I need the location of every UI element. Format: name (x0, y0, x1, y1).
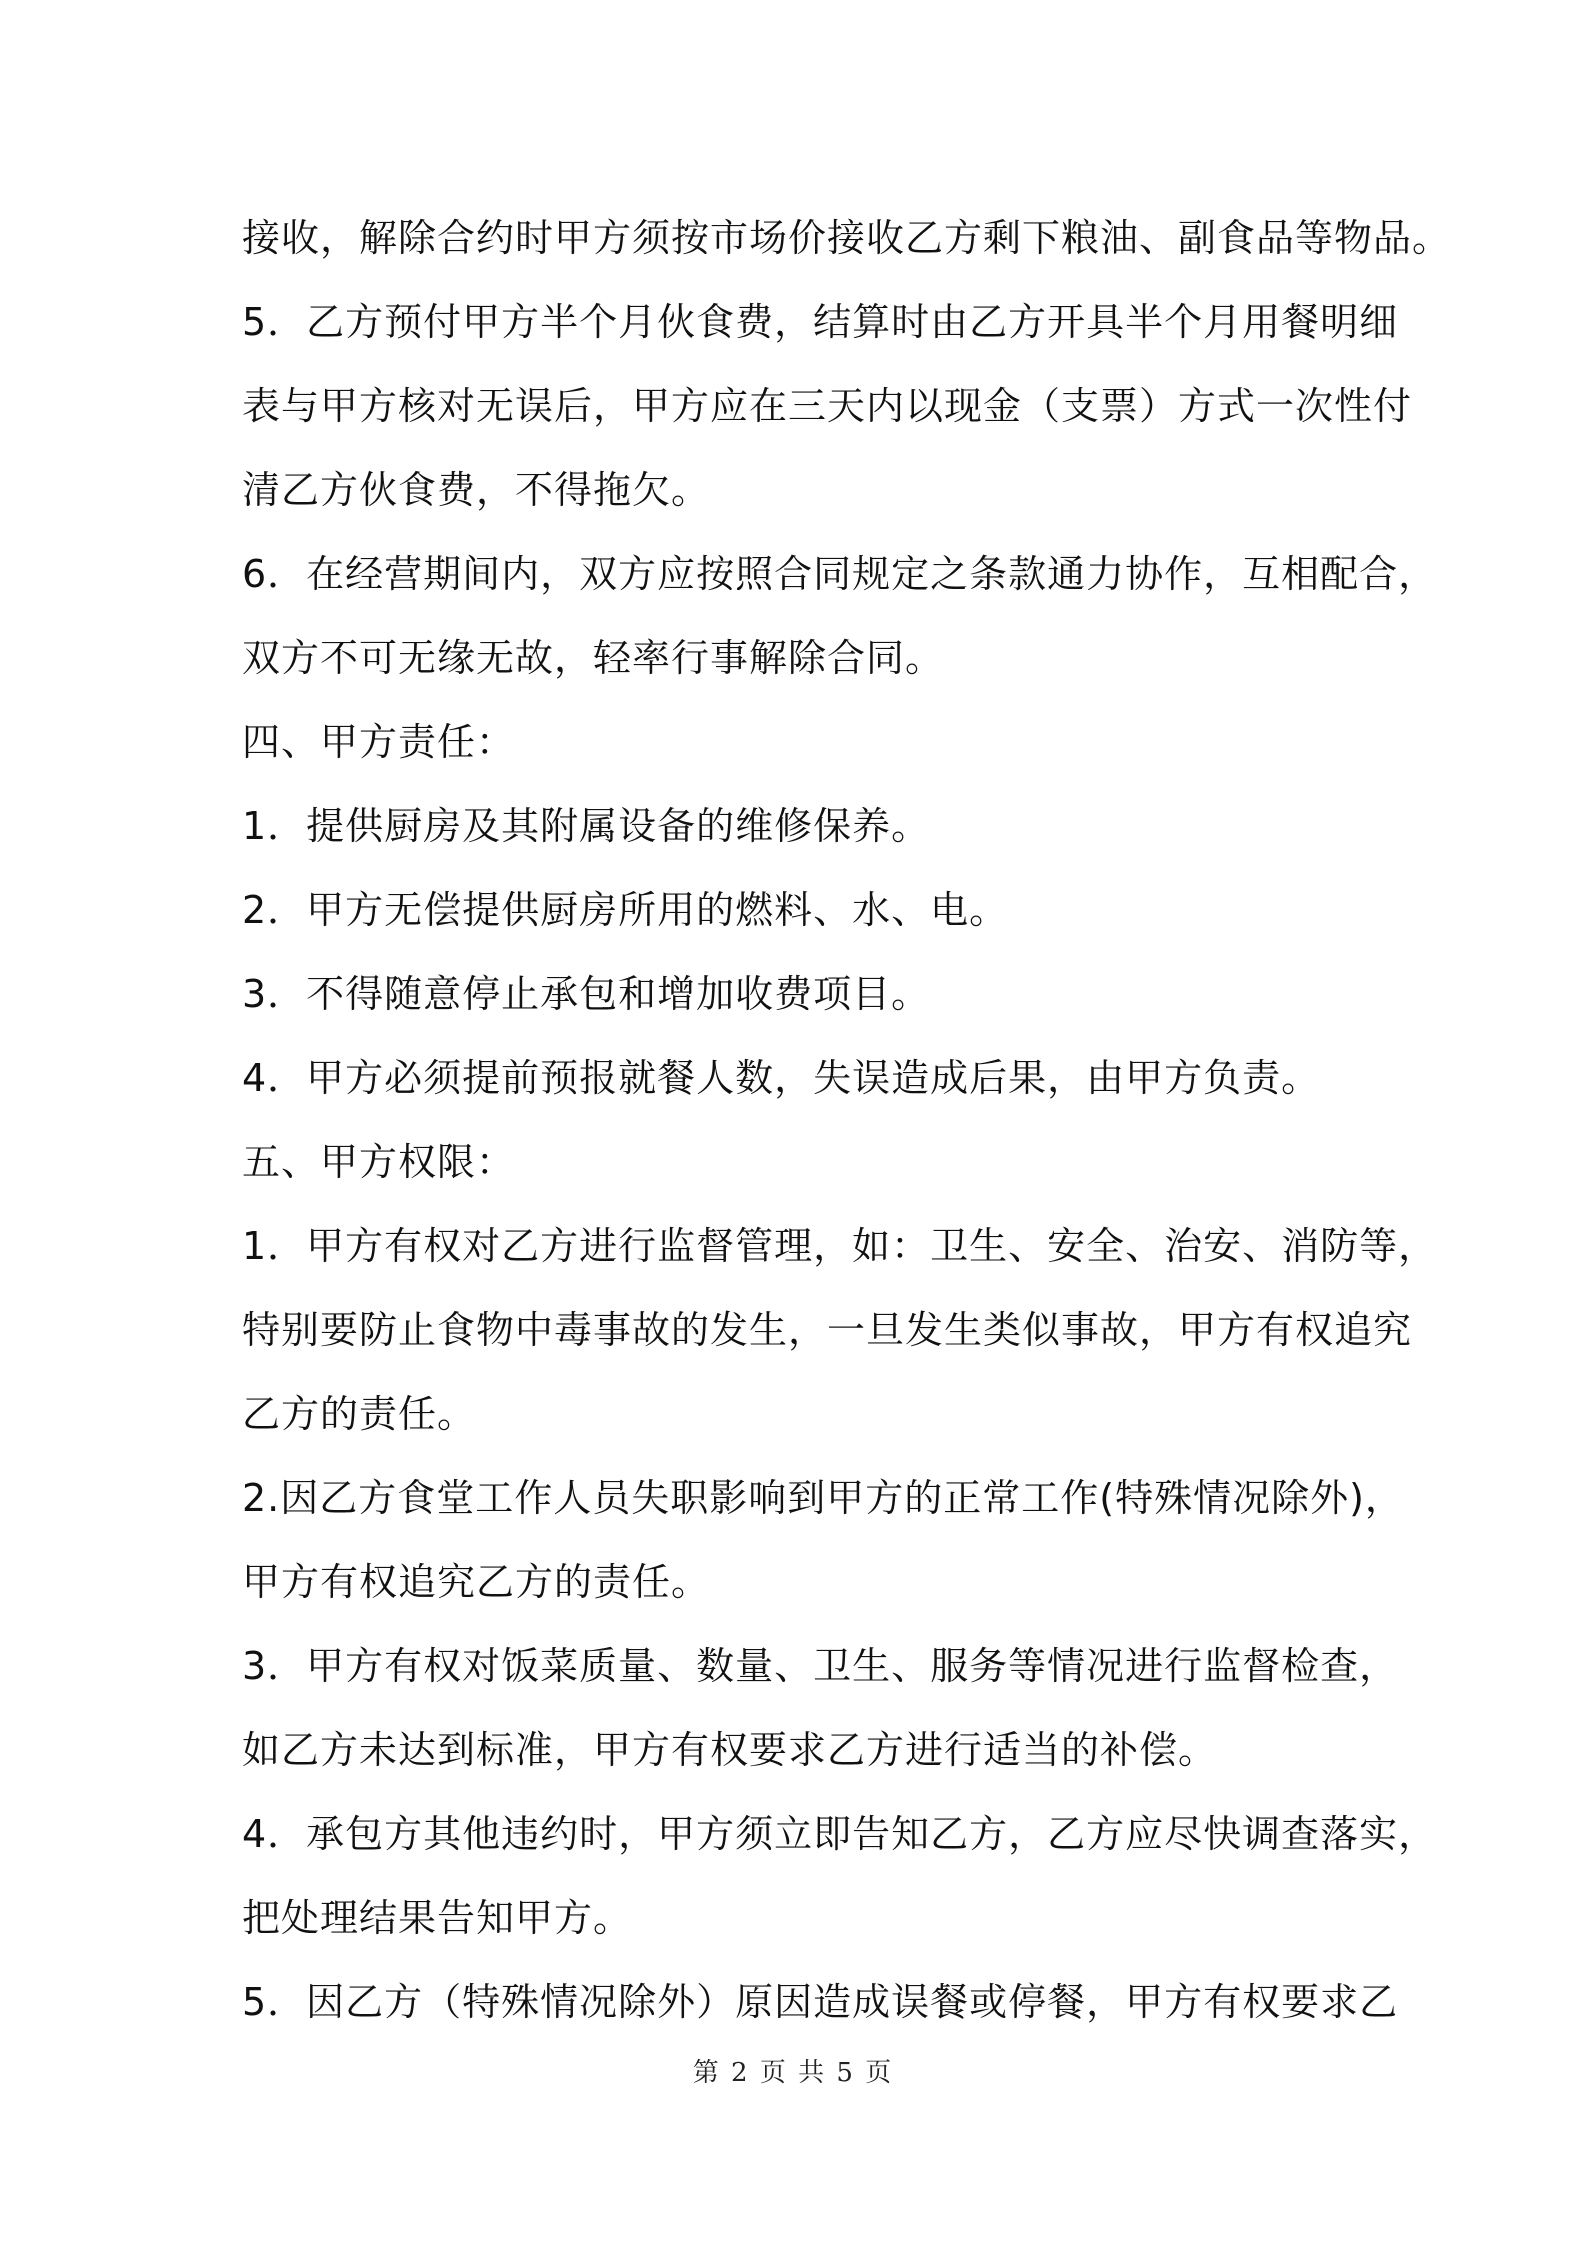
text-line: 如乙方未达到标准，甲方有权要求乙方进行适当的补偿。 (242, 1728, 1218, 1772)
section-heading: 五、甲方权限： (242, 1140, 516, 1184)
text-line: 6．在经营期间内，双方应按照合同规定之条款通力协作，互相配合， (242, 552, 1438, 596)
text-line: 1．提供厨房及其附属设备的维修保养。 (242, 804, 931, 848)
text-line: 1．甲方有权对乙方进行监督管理，如：卫生、安全、治安、消防等， (242, 1224, 1438, 1268)
text-line: 把处理结果告知甲方。 (242, 1896, 633, 1940)
text-line: 双方不可无缘无故，轻率行事解除合同。 (242, 636, 945, 680)
text-line: 接收，解除合约时甲方须按市场价接收乙方剩下粮油、副食品等物品。 (242, 216, 1452, 260)
text-line: 4．甲方必须提前预报就餐人数，失误造成后果，由甲方负责。 (242, 1056, 1321, 1100)
page-number-footer: 第 2 页 共 5 页 (692, 2058, 894, 2088)
text-line: 5．因乙方（特殊情况除外）原因造成误餐或停餐，甲方有权要求乙 (242, 1980, 1399, 2024)
text-line: 特别要防止食物中毒事故的发生，一旦发生类似事故，甲方有权追究 (242, 1308, 1413, 1352)
text-line: 3．不得随意停止承包和增加收费项目。 (242, 972, 931, 1016)
section-heading: 四、甲方责任： (242, 720, 516, 764)
text-line: 4．承包方其他违约时，甲方须立即告知乙方，乙方应尽快调查落实， (242, 1812, 1438, 1856)
text-line: 2．甲方无偿提供厨房所用的燃料、水、电。 (242, 888, 1009, 932)
text-line: 甲方有权追究乙方的责任。 (242, 1560, 711, 1604)
text-line: 3．甲方有权对饭菜质量、数量、卫生、服务等情况进行监督检查， (242, 1644, 1399, 1688)
document-body (242, 196, 1452, 2044)
text-line: 表与甲方核对无误后，甲方应在三天内以现金（支票）方式一次性付 (242, 384, 1413, 428)
text-line: 5．乙方预付甲方半个月伙食费，结算时由乙方开具半个月用餐明细 (242, 300, 1399, 344)
text-line: 清乙方伙食费，不得拖欠。 (242, 468, 711, 512)
text-line: 乙方的责任。 (242, 1392, 477, 1436)
text-line: 2.因乙方食堂工作人员失职影响到甲方的正常工作(特殊情况除外)， (242, 1476, 1404, 1520)
